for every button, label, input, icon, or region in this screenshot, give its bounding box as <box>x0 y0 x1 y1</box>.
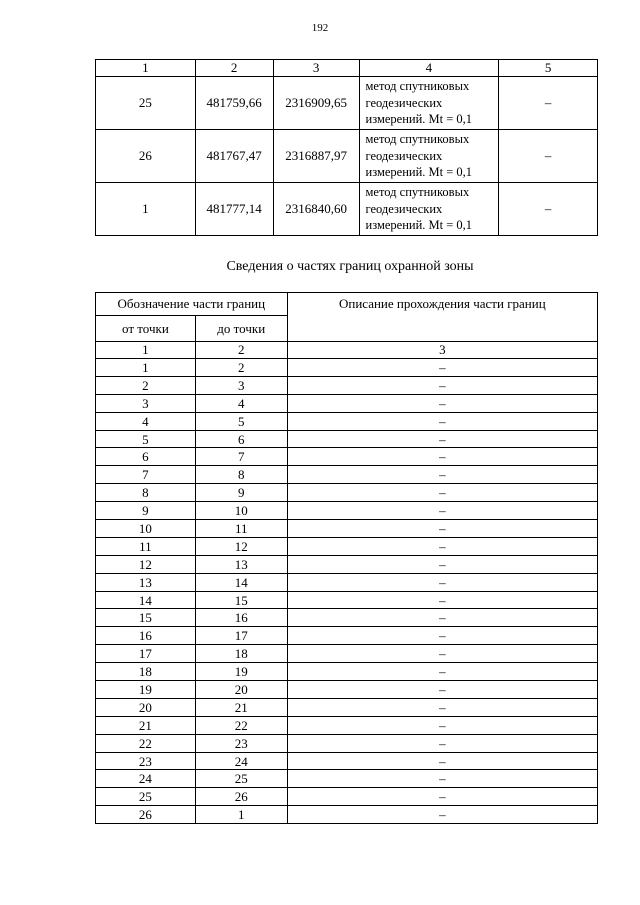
method-line: геодезических <box>365 95 443 110</box>
table-row <box>96 555 598 573</box>
to-point: 21 <box>195 698 287 716</box>
from-point: 5 <box>96 430 196 448</box>
from-point: 10 <box>96 520 196 538</box>
coordinate-y: 2316909,65 <box>273 77 359 130</box>
to-point: 3 <box>195 376 287 394</box>
col-number-1: 1 <box>96 342 196 359</box>
description: – <box>287 359 597 377</box>
header-to-point: до точки <box>195 316 287 342</box>
col-number-3: 3 <box>287 342 597 359</box>
table-row <box>96 573 598 591</box>
description: – <box>287 537 597 555</box>
table-row <box>96 716 598 734</box>
from-point: 3 <box>96 394 196 412</box>
table-row <box>96 77 598 130</box>
description: – <box>287 376 597 394</box>
header-from-point: от точки <box>96 316 196 342</box>
to-point: 26 <box>195 788 287 806</box>
note-cell: – <box>499 77 598 130</box>
from-point: 24 <box>96 770 196 788</box>
description: – <box>287 806 597 824</box>
to-point: 15 <box>195 591 287 609</box>
to-point: 2 <box>195 359 287 377</box>
coordinate-x: 481777,14 <box>195 183 273 236</box>
to-point: 14 <box>195 573 287 591</box>
from-point: 12 <box>96 555 196 573</box>
col-header-2: 2 <box>195 60 273 77</box>
description: – <box>287 573 597 591</box>
table-row <box>96 484 598 502</box>
description: – <box>287 448 597 466</box>
from-point: 15 <box>96 609 196 627</box>
table-row <box>96 591 598 609</box>
description: – <box>287 430 597 448</box>
to-point: 10 <box>195 502 287 520</box>
description: – <box>287 681 597 699</box>
from-point: 13 <box>96 573 196 591</box>
method-cell <box>359 130 499 183</box>
header-description: Описание прохождения части границ <box>287 293 597 342</box>
col-header-4: 4 <box>359 60 499 77</box>
table-row <box>96 430 598 448</box>
to-point: 1 <box>195 806 287 824</box>
from-point: 23 <box>96 752 196 770</box>
coordinate-y: 2316840,60 <box>273 183 359 236</box>
table-row <box>96 645 598 663</box>
table-row <box>96 788 598 806</box>
table-row <box>96 359 598 377</box>
description: – <box>287 394 597 412</box>
from-point: 18 <box>96 663 196 681</box>
to-point: 18 <box>195 645 287 663</box>
to-point: 6 <box>195 430 287 448</box>
coordinate-x: 481767,47 <box>195 130 273 183</box>
from-point: 25 <box>96 788 196 806</box>
coordinates-header-row <box>96 60 598 77</box>
table-row <box>96 663 598 681</box>
table-row <box>96 537 598 555</box>
from-point: 9 <box>96 502 196 520</box>
table-row <box>96 627 598 645</box>
coordinate-y: 2316887,97 <box>273 130 359 183</box>
method-line: измерений. Mt = 0,1 <box>365 218 473 233</box>
table-row <box>96 734 598 752</box>
to-point: 20 <box>195 681 287 699</box>
method-line: геодезических <box>365 201 443 216</box>
table-row <box>96 770 598 788</box>
to-point: 13 <box>195 555 287 573</box>
method-line: измерений. Mt = 0,1 <box>365 112 473 127</box>
table-row <box>96 752 598 770</box>
table-row <box>96 130 598 183</box>
description: – <box>287 734 597 752</box>
to-point: 19 <box>195 663 287 681</box>
table-row <box>96 394 598 412</box>
page-number: 192 <box>311 22 329 34</box>
from-point: 6 <box>96 448 196 466</box>
from-point: 1 <box>96 359 196 377</box>
table-row <box>96 520 598 538</box>
table-row <box>96 466 598 484</box>
description: – <box>287 645 597 663</box>
description: – <box>287 591 597 609</box>
table-row <box>96 183 598 236</box>
from-point: 4 <box>96 412 196 430</box>
table-row <box>96 609 598 627</box>
from-point: 2 <box>96 376 196 394</box>
to-point: 11 <box>195 520 287 538</box>
to-point: 5 <box>195 412 287 430</box>
to-point: 22 <box>195 716 287 734</box>
description: – <box>287 484 597 502</box>
description: – <box>287 752 597 770</box>
description: – <box>287 788 597 806</box>
description: – <box>287 555 597 573</box>
table-row <box>96 502 598 520</box>
to-point: 24 <box>195 752 287 770</box>
from-point: 19 <box>96 681 196 699</box>
col-number-2: 2 <box>195 342 287 359</box>
point-number: 25 <box>96 77 196 130</box>
point-number: 26 <box>96 130 196 183</box>
col-header-3: 3 <box>273 60 359 77</box>
method-cell <box>359 77 499 130</box>
table-row <box>96 448 598 466</box>
description: – <box>287 698 597 716</box>
col-header-5: 5 <box>499 60 598 77</box>
description: – <box>287 770 597 788</box>
from-point: 21 <box>96 716 196 734</box>
description: – <box>287 716 597 734</box>
to-point: 17 <box>195 627 287 645</box>
description: – <box>287 466 597 484</box>
to-point: 4 <box>195 394 287 412</box>
coordinates-table <box>95 59 598 236</box>
table-row <box>96 376 598 394</box>
method-cell <box>359 183 499 236</box>
to-point: 25 <box>195 770 287 788</box>
table-row <box>96 681 598 699</box>
from-point: 20 <box>96 698 196 716</box>
parts-header-row <box>96 293 598 316</box>
to-point: 16 <box>195 609 287 627</box>
from-point: 11 <box>96 537 196 555</box>
from-point: 8 <box>96 484 196 502</box>
description: – <box>287 502 597 520</box>
description: – <box>287 627 597 645</box>
from-point: 7 <box>96 466 196 484</box>
to-point: 8 <box>195 466 287 484</box>
method-line: геодезических <box>365 148 443 163</box>
table-row <box>96 698 598 716</box>
method-line: метод спутниковых <box>365 79 470 94</box>
header-boundary-part: Обозначение части границ <box>96 293 288 316</box>
to-point: 7 <box>195 448 287 466</box>
table-row <box>96 806 598 824</box>
from-point: 22 <box>96 734 196 752</box>
point-number: 1 <box>96 183 196 236</box>
description: – <box>287 520 597 538</box>
note-cell: – <box>499 183 598 236</box>
from-point: 17 <box>96 645 196 663</box>
method-line: метод спутниковых <box>365 185 470 200</box>
method-line: измерений. Mt = 0,1 <box>365 165 473 180</box>
to-point: 23 <box>195 734 287 752</box>
section-title: Сведения о частях границ охранной зоны <box>226 259 474 274</box>
description: – <box>287 663 597 681</box>
method-line: метод спутниковых <box>365 132 470 147</box>
from-point: 16 <box>96 627 196 645</box>
from-point: 14 <box>96 591 196 609</box>
to-point: 12 <box>195 537 287 555</box>
note-cell: – <box>499 130 598 183</box>
description: – <box>287 412 597 430</box>
description: – <box>287 609 597 627</box>
from-point: 26 <box>96 806 196 824</box>
parts-column-numbers-row <box>96 342 598 359</box>
col-header-1: 1 <box>96 60 196 77</box>
boundary-parts-table <box>95 292 598 824</box>
to-point: 9 <box>195 484 287 502</box>
table-row <box>96 412 598 430</box>
coordinate-x: 481759,66 <box>195 77 273 130</box>
